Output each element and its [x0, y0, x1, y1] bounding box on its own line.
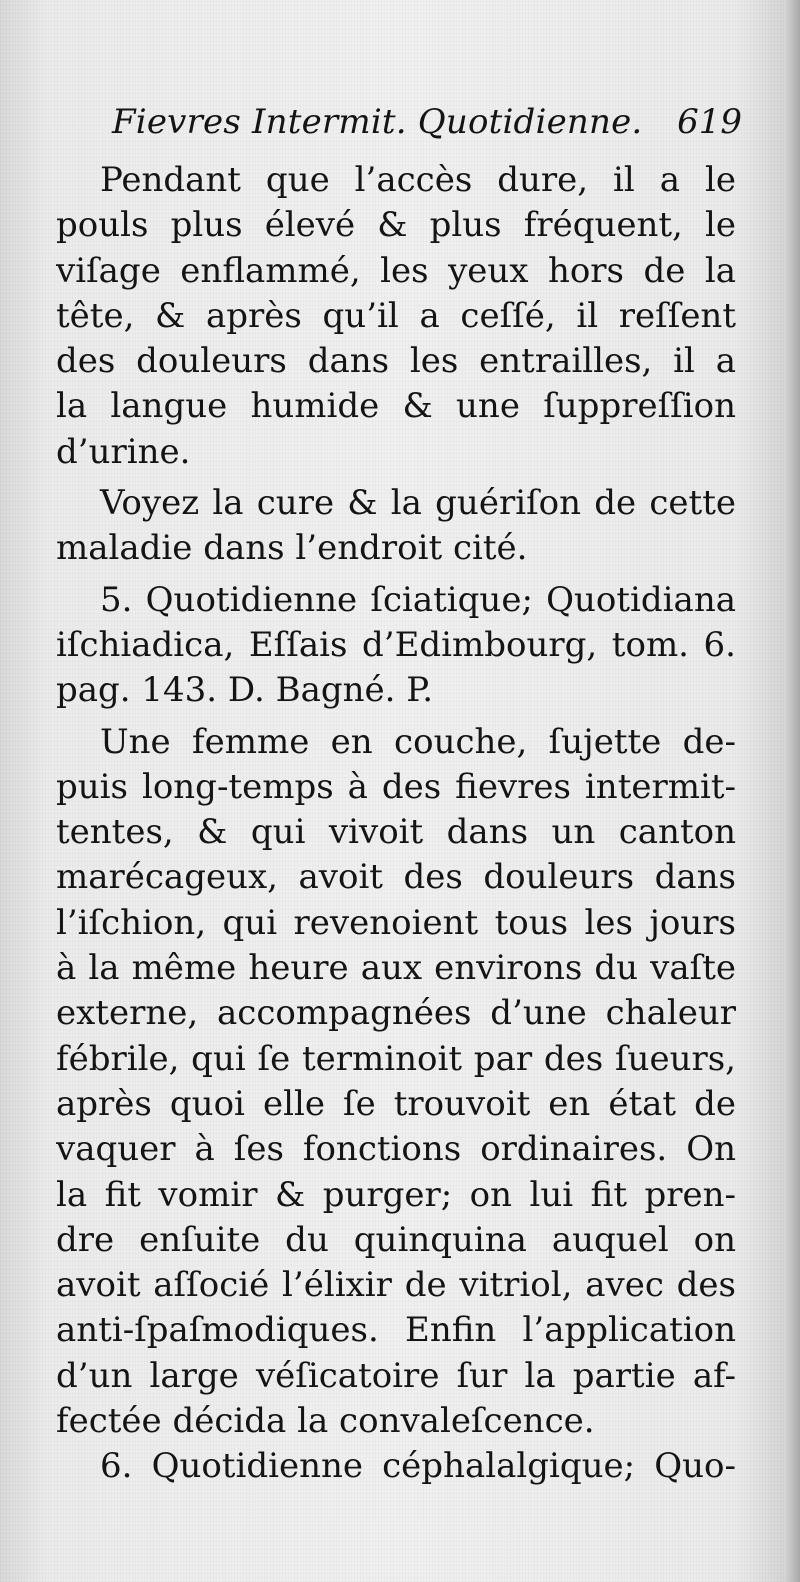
text-line: maladie dans l’endroit cité. [56, 528, 528, 569]
text-line: pag. 143. D. Bagné. P. [56, 670, 434, 711]
text-line: dre enſuite du quinquina auquel on [56, 1219, 736, 1260]
page-edge-shadow [786, 0, 800, 1582]
text-line: Pendant que l’accès dure, il a le [100, 160, 736, 200]
text-line: fébrile, qui ſe terminoit par des ſueurs, [56, 1038, 736, 1079]
text-line: la langue humide & une ſuppreſſion [56, 386, 736, 427]
text-line: tête, & après qu’il a ceſſé, il reſſent [56, 295, 736, 336]
body-text [56, 158, 736, 1490]
text-line: 6. Quotidienne céphalalgique; Quo- [100, 1446, 736, 1487]
text-line: puis long-temps à des fievres intermit- [56, 766, 736, 807]
text-line: avoit aſſocié l’élixir de vitriol, avec des [56, 1265, 736, 1306]
text-line: tentes, & qui vivoit dans un canton [56, 812, 736, 853]
text-line: l’iſchion, qui revenoient tous les jours [56, 902, 736, 943]
page-header [112, 96, 742, 148]
text-line: viſage enflammé, les yeux hors de la [56, 250, 736, 291]
text-line: après quoi elle ſe trouvoit en état de [56, 1083, 736, 1124]
text-line: fectée décida la convaleſcence. [56, 1401, 595, 1442]
text-line: pouls plus élevé & plus fréquent, le [56, 205, 736, 246]
text-line: d’urine. [56, 431, 191, 472]
text-line: à la même heure aux environs du vaſte [56, 948, 736, 989]
text-line: Voyez la cure & la guériſon de cette [100, 483, 736, 524]
text-line: 5. Quotidienne ſciatique; Quotidiana [100, 579, 736, 620]
text-line: anti-ſpaſmodiques. Enfin l’application [56, 1310, 736, 1351]
running-title: Fievres Intermit. Quotidienne. [112, 102, 643, 142]
text-line: d’un large véſicatoire ſur la partie af- [56, 1355, 736, 1396]
page-number: 619 [677, 102, 742, 142]
text-line: des douleurs dans les entrailles, il a [56, 341, 736, 382]
text-line: externe, accompagnées d’une chaleur [56, 993, 736, 1034]
text-line: Une femme en couche, ſujette de- [100, 721, 736, 762]
text-line: iſchiadica, Eſſais d’Edimbourg, tom. 6. [56, 624, 736, 665]
text-line: vaquer à ſes fonctions ordinaires. On [56, 1129, 736, 1170]
text-line: marécageux, avoit des douleurs dans [56, 857, 736, 898]
text-line: la fit vomir & purger; on lui fit pren- [56, 1174, 736, 1215]
